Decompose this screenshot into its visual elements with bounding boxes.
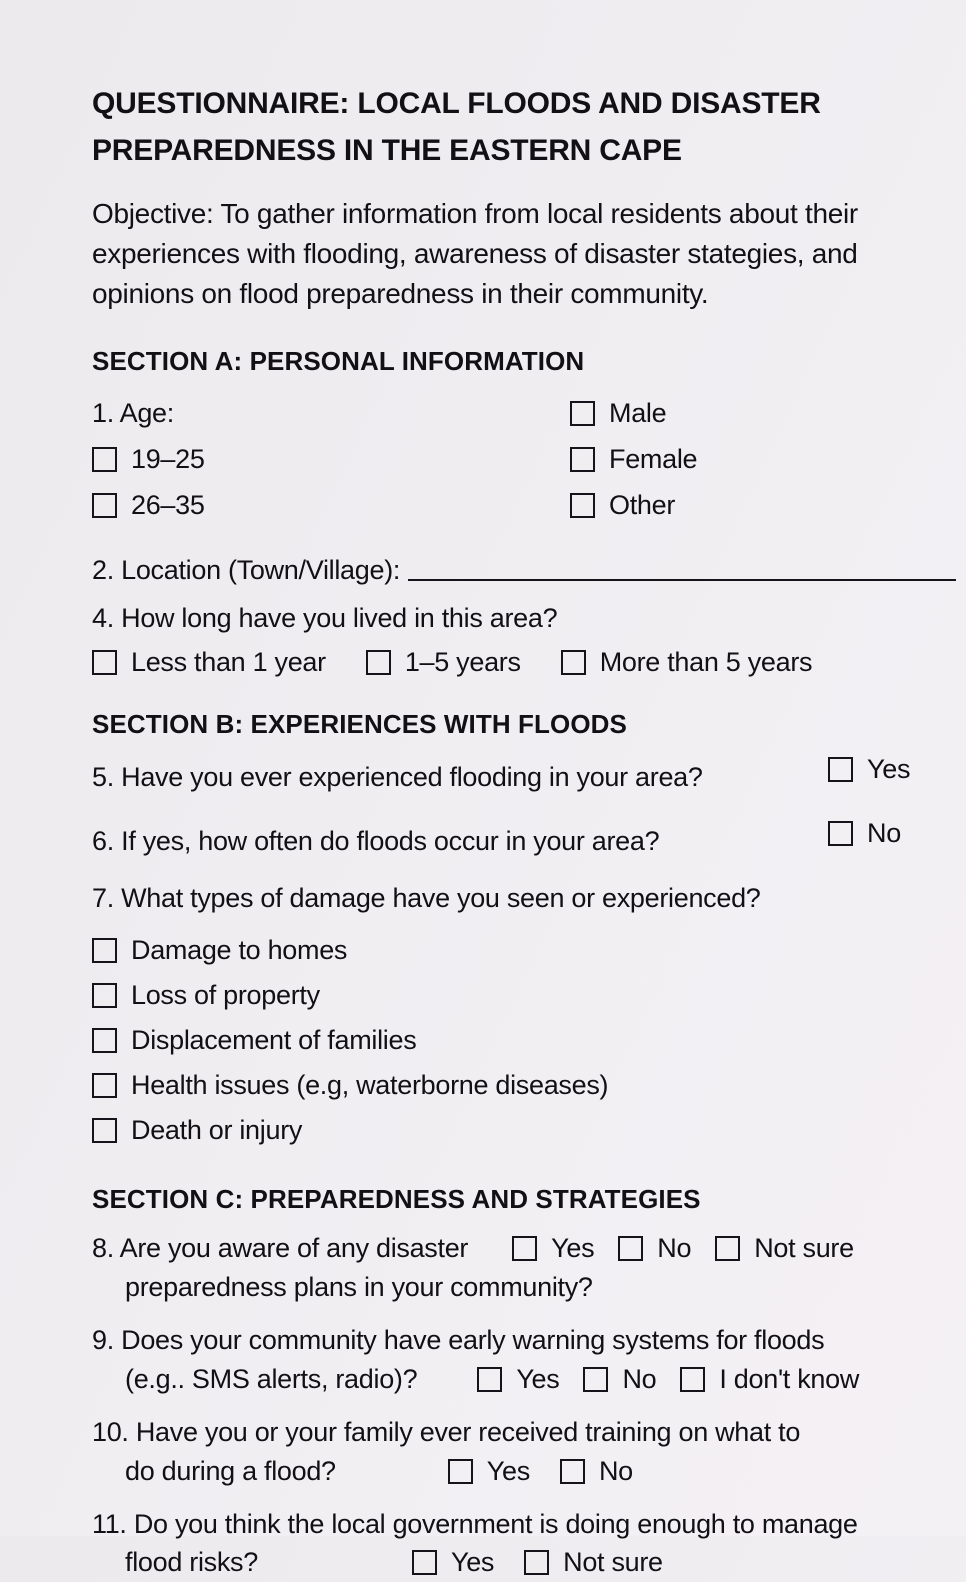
checkbox-icon[interactable] xyxy=(92,1028,117,1053)
q5-row xyxy=(92,754,956,806)
checkbox-icon[interactable] xyxy=(512,1236,537,1261)
option-label: Not sure xyxy=(563,1547,663,1578)
checkbox-icon[interactable] xyxy=(828,821,853,846)
q10-line-2 xyxy=(92,1452,956,1491)
q10-label-cont: do during a flood? xyxy=(125,1455,336,1486)
option-gender-female[interactable] xyxy=(570,437,697,483)
option-1-5-years[interactable] xyxy=(366,647,521,678)
option-label: Other xyxy=(609,490,676,521)
q1-gender-column xyxy=(570,391,697,529)
option-label: Death or injury xyxy=(131,1115,303,1146)
option-label: Yes xyxy=(516,1363,560,1394)
checkbox-icon[interactable] xyxy=(828,757,853,782)
option-label: Yes xyxy=(486,1455,530,1486)
q8-block xyxy=(92,1229,956,1307)
q6-row xyxy=(92,818,956,870)
option-label: Damage to homes xyxy=(131,935,348,966)
option-q9-i-dont-know[interactable] xyxy=(680,1364,859,1395)
checkbox-icon[interactable] xyxy=(92,1118,117,1143)
q5-label: 5. Have you ever experienced flooding in your area? xyxy=(92,762,703,793)
option-label: Health issues (e.g, waterborne diseases) xyxy=(131,1070,609,1101)
q1-label: 1. Age: xyxy=(92,398,174,429)
checkbox-icon[interactable] xyxy=(92,938,117,963)
q11-line-2 xyxy=(92,1543,956,1582)
q10-block xyxy=(92,1413,956,1491)
option-label: I don't know xyxy=(719,1363,860,1394)
option-label: Displacement of families xyxy=(131,1025,417,1056)
checkbox-icon[interactable] xyxy=(570,447,595,472)
option-label: More than 5 years xyxy=(599,647,813,678)
checkbox-icon[interactable] xyxy=(477,1367,502,1392)
option-label: Yes xyxy=(450,1547,495,1578)
q8-label: 8. Are you aware of any disaster xyxy=(92,1233,469,1264)
objective-text: Objective: To gather information from local residents about their experiences with flooding, awareness of disaster stategies, and opinions on flood preparedness in their community. xyxy=(92,197,858,310)
option-label: Female xyxy=(609,444,698,475)
checkbox-icon[interactable] xyxy=(92,493,117,518)
section-a-heading: SECTION A: PERSONAL INFORMATION xyxy=(92,345,585,376)
option-label: Yes xyxy=(867,754,911,785)
q11-block xyxy=(92,1505,956,1582)
q2-location-row[interactable] xyxy=(92,551,956,590)
checkbox-icon[interactable] xyxy=(561,650,586,675)
checkbox-icon[interactable] xyxy=(92,650,117,675)
q6-label: 6. If yes, how often do floods occur in your area? xyxy=(92,826,660,857)
option-label: Yes xyxy=(551,1233,595,1264)
q7-options xyxy=(92,928,956,1153)
q8-line-1 xyxy=(92,1229,956,1268)
option-gender-male[interactable] xyxy=(570,391,697,437)
option-q8-no[interactable] xyxy=(618,1233,691,1264)
option-less-than-1-year[interactable] xyxy=(92,647,326,678)
option-loss-of-property[interactable] xyxy=(92,973,956,1018)
option-q10-no[interactable] xyxy=(560,1456,633,1487)
option-label: Male xyxy=(609,398,667,429)
checkbox-icon[interactable] xyxy=(412,1550,437,1575)
option-q5-yes[interactable] xyxy=(828,754,910,785)
option-q8-not-sure[interactable] xyxy=(715,1233,854,1264)
checkbox-icon[interactable] xyxy=(715,1236,740,1261)
option-label: Not sure xyxy=(754,1233,854,1264)
checkbox-icon[interactable] xyxy=(92,983,117,1008)
option-label: 26–35 xyxy=(131,490,205,521)
q11-label-cont: flood risks? xyxy=(125,1547,258,1578)
option-q11-not-sure[interactable] xyxy=(524,1547,663,1578)
q9-line-2 xyxy=(92,1360,956,1399)
option-label: No xyxy=(657,1233,692,1264)
option-more-than-5-years[interactable] xyxy=(561,647,813,678)
q9-label-cont: (e.g.. SMS alerts, radio)? xyxy=(125,1363,418,1394)
q4-options xyxy=(92,647,956,678)
q7-label: 7. What types of damage have you seen or experienced? xyxy=(92,883,761,914)
checkbox-icon[interactable] xyxy=(583,1367,608,1392)
location-fill-in-line[interactable] xyxy=(408,579,956,581)
option-q9-no[interactable] xyxy=(583,1364,656,1395)
option-q9-yes[interactable] xyxy=(477,1364,559,1395)
checkbox-icon[interactable] xyxy=(524,1550,549,1575)
option-age-26-35[interactable] xyxy=(92,483,205,529)
checkbox-icon[interactable] xyxy=(92,1073,117,1098)
q9-block xyxy=(92,1321,956,1399)
q11-line-1: 11. Do you think the local government is doing enough to manage xyxy=(92,1508,858,1539)
q1-personal-block xyxy=(92,391,956,539)
checkbox-icon[interactable] xyxy=(366,650,391,675)
option-q10-yes[interactable] xyxy=(448,1456,530,1487)
option-label: No xyxy=(622,1363,657,1394)
checkbox-icon[interactable] xyxy=(570,493,595,518)
option-q8-yes[interactable] xyxy=(512,1233,594,1264)
q8-line-2: preparedness plans in your community? xyxy=(125,1272,593,1303)
q2-label: 2. Location (Town/Village): xyxy=(92,554,401,585)
option-label: Less than 1 year xyxy=(131,647,326,678)
checkbox-icon[interactable] xyxy=(680,1367,705,1392)
q10-line-1: 10. Have you or your family ever received training on what to xyxy=(92,1416,801,1447)
checkbox-icon[interactable] xyxy=(560,1459,585,1484)
option-label: 19–25 xyxy=(131,444,205,475)
option-label: Loss of property xyxy=(131,980,320,1011)
option-label: No xyxy=(867,818,901,849)
option-death-or-injury[interactable] xyxy=(92,1108,956,1153)
option-gender-other[interactable] xyxy=(570,483,697,529)
option-displacement-of-families[interactable] xyxy=(92,1018,956,1063)
option-q6-no[interactable] xyxy=(828,818,901,849)
checkbox-icon[interactable] xyxy=(570,401,595,426)
option-age-19-25[interactable] xyxy=(92,437,205,483)
option-damage-to-homes[interactable] xyxy=(92,928,956,973)
checkbox-icon[interactable] xyxy=(448,1459,473,1484)
q4-label: 4. How long have you lived in this area? xyxy=(92,602,558,633)
option-label: No xyxy=(598,1455,633,1486)
option-health-issues[interactable] xyxy=(92,1063,956,1108)
checkbox-icon[interactable] xyxy=(92,447,117,472)
option-q11-yes[interactable] xyxy=(412,1547,494,1578)
section-b-heading: SECTION B: EXPERIENCES WITH FLOODS xyxy=(92,709,627,740)
q9-line-1: 9. Does your community have early warning systems for floods xyxy=(92,1325,825,1356)
option-label: 1–5 years xyxy=(404,647,521,678)
page-title: QUESTIONNAIRE: LOCAL FLOODS AND DISASTER PREPAREDNESS IN THE EASTERN CAPE xyxy=(92,87,821,168)
checkbox-icon[interactable] xyxy=(618,1236,643,1261)
q1-age-column xyxy=(92,391,205,529)
section-c-heading: SECTION C: PREPAREDNESS AND STRATEGIES xyxy=(92,1184,701,1215)
